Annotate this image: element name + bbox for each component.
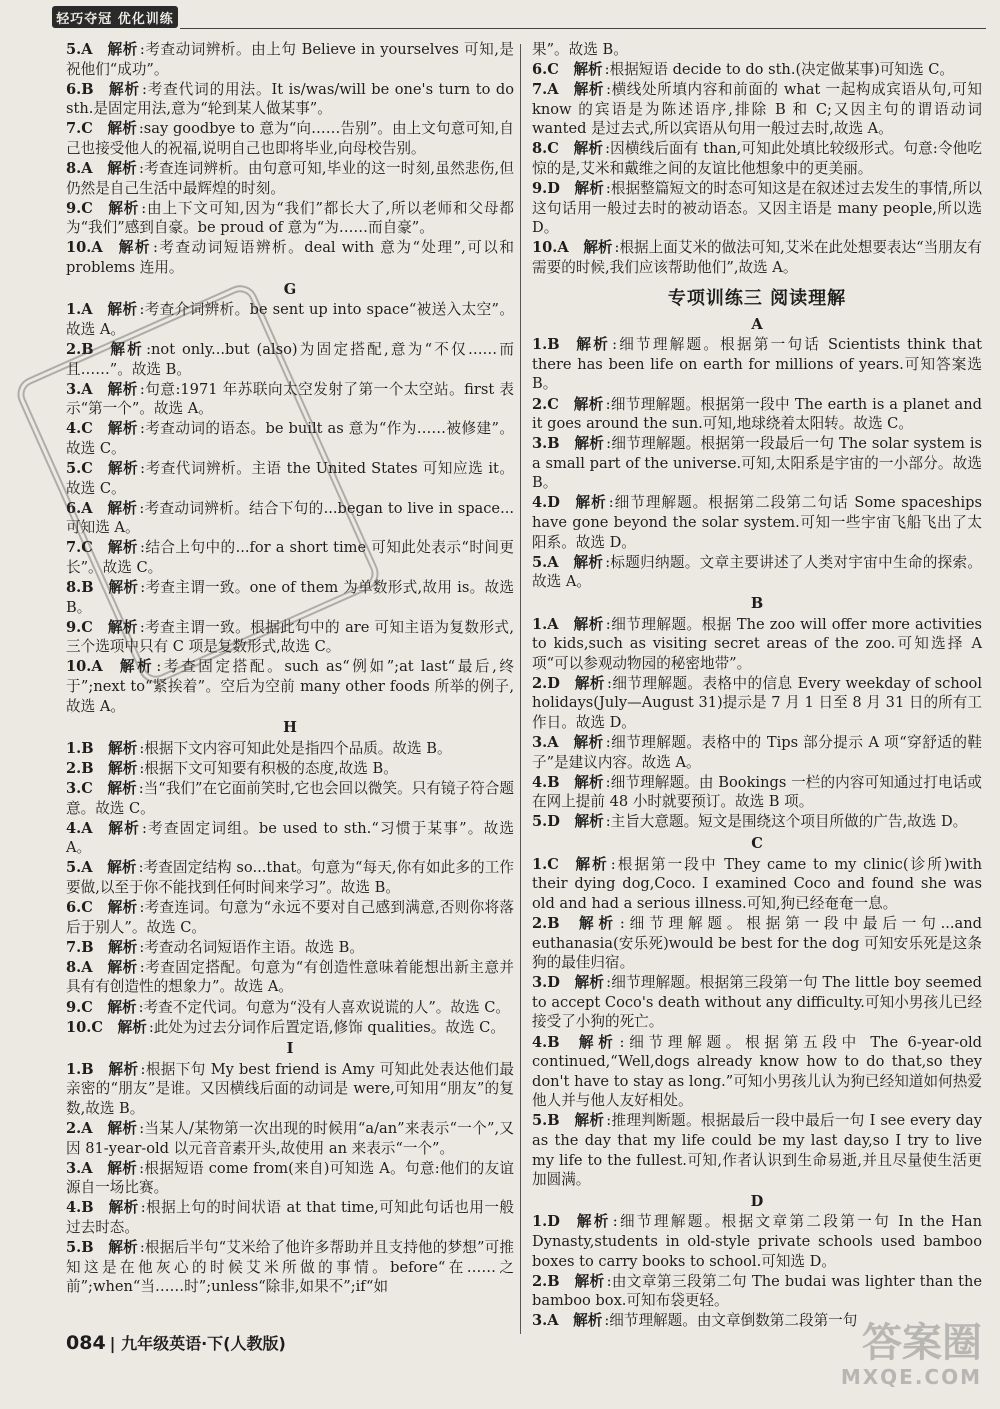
analysis-label: 解析 bbox=[107, 380, 138, 398]
analysis-label: 解析 bbox=[107, 899, 138, 917]
answer-number: 2.B bbox=[532, 1272, 560, 1290]
answer-number: 2.C bbox=[532, 395, 559, 413]
answer-number: 2.D bbox=[532, 674, 560, 692]
answer-text: :此处为过去分词作后置定语,修饰 qualities。故选 C。 bbox=[148, 1018, 505, 1036]
answer-text: :细节理解题。根据第三段第一句 The little boy seemed to accept Coco's death without any difficulty.可知小男孩儿已经接受了小狗的死亡。 bbox=[532, 974, 982, 1031]
answers-h bbox=[66, 739, 514, 1037]
answer-text: :细节理解题。根据第一段最后一句 The solar system is a small part of the universe.可知,太阳系是宇宙的一小部分。故选 B。 bbox=[532, 435, 982, 492]
section-heading-b: B bbox=[750, 594, 764, 612]
answer-number: 5.A bbox=[66, 41, 93, 58]
column-divider bbox=[520, 44, 521, 1334]
section-heading-d: D bbox=[750, 1192, 764, 1210]
analysis-label: 解析 bbox=[107, 1120, 138, 1138]
analysis-label: 解析 bbox=[583, 239, 613, 257]
answer-item bbox=[66, 1060, 514, 1119]
answer-item bbox=[66, 300, 514, 339]
answer-text: :根据整篇短文的时态可知这是在叙述过去发生的事情,所以这句话用一般过去时的被动语态。又因主语是 many people,所以选 D。 bbox=[532, 180, 982, 237]
analysis-label: 解析 bbox=[107, 539, 138, 557]
answer-item bbox=[532, 1272, 982, 1311]
answer-text: :say goodbye to 意为“向……告别”。由上文句意可知,自己也接受他人的祝福,说明自己也即将毕业,向母校告别。 bbox=[66, 120, 514, 157]
answer-number: 1.B bbox=[66, 739, 94, 757]
answer-number: 1.C bbox=[532, 855, 559, 873]
answer-text: :细节理解题。由文章倒数第二段第一句 bbox=[604, 1312, 858, 1330]
answer-item bbox=[66, 998, 514, 1018]
answer-item bbox=[66, 340, 514, 379]
answer-number: 5.C bbox=[66, 459, 93, 477]
answer-text: :当某人/某物第一次出现的时候用“a/an”来表示“一个”,又因 81-year-old 以元音音素开头,故使用 an 来表示“一个”。 bbox=[66, 1120, 514, 1157]
analysis-label: 解析 bbox=[573, 553, 604, 571]
answer-text: :not only...but (also)为固定搭配,意为“不仅……而且……”。故选 B。 bbox=[66, 340, 514, 378]
answer-item bbox=[66, 159, 514, 198]
answer-item bbox=[532, 674, 982, 733]
answer-text: :细节理解题。由 Bookings 一栏的内容可知通过打电话或在网上提前 48 小时就要预订。故选 B 项。 bbox=[532, 773, 982, 811]
analysis-label: 解析 bbox=[573, 140, 604, 158]
answer-number: 3.A bbox=[532, 1312, 559, 1330]
answer-number: 8.A bbox=[66, 160, 93, 178]
watermark-logo: 答案圈 bbox=[862, 1320, 982, 1366]
answer-item bbox=[66, 858, 514, 897]
answer-text: :推理判断题。根据最后一段中最后一句 I see every day as the day that my life could be my last day,so I try to live my life to the fullest.可知,作者认识到生命易逝,并且尽量使生活更加圆满。 bbox=[532, 1112, 982, 1189]
answer-text: :当“我们”在它面前笑时,它也会回以微笑。只有镜子符合题意。故选 C。 bbox=[66, 779, 514, 817]
analysis-label: 解析 bbox=[573, 61, 603, 79]
answer-text: :结合上句中的...for a short time 可知此处表示“时间更长”。故选 C。 bbox=[66, 539, 514, 576]
analysis-label: 解析 bbox=[573, 734, 604, 752]
answer-number: 1.B bbox=[66, 1060, 94, 1078]
answer-number: 9.C bbox=[66, 998, 93, 1016]
analysis-label: 解析 bbox=[107, 779, 137, 797]
answers-g bbox=[66, 300, 514, 716]
answer-text: :根据上面艾米的做法可知,艾米在此处想要表达“当朋友有需要的时候,我们应该帮助他们”,故选 A。 bbox=[532, 239, 982, 277]
answer-number: 1.D bbox=[532, 1213, 560, 1231]
answer-text: :考查固定词组。be used to sth.“习惯于某事”。故选 A。 bbox=[66, 819, 514, 857]
answer-number: 5.B bbox=[66, 1239, 94, 1257]
answer-item bbox=[66, 657, 514, 716]
answer-text: :细节理解题。根据第一句话 Scientists think that there has been life on earth for millions of years.可知答案选 B。 bbox=[532, 336, 982, 393]
analysis-label: 解析 bbox=[107, 1159, 138, 1177]
answer-number: 10.A bbox=[66, 658, 103, 676]
answer-item bbox=[532, 60, 982, 80]
analysis-label: 解析 bbox=[107, 499, 138, 517]
answer-number: 2.B bbox=[532, 914, 560, 932]
answer-text: :考查固定搭配。such as“例如”;at last“最后,终于”;next to“紧挨着”。空后为空前 many other foods 所举的例子,故选 A。 bbox=[66, 658, 514, 715]
analysis-label: 解析 bbox=[107, 459, 139, 477]
answer-number: 4.A bbox=[66, 819, 93, 837]
answer-number: 3.D bbox=[532, 974, 560, 992]
answer-item bbox=[66, 80, 514, 119]
answer-item bbox=[66, 1159, 514, 1198]
answer-text: :细节理解题。表格中的信息 Every weekday of school holidays(July—August 31)提示是 7 月 1 日至 8 月 31 日的所有工作日。故选 D。 bbox=[532, 674, 982, 731]
answer-text: :因横线后面有 than,可知此处填比较级形式。句意:令他吃惊的是,艾米和戴维之间的友谊比他想象中的更美丽。 bbox=[532, 140, 982, 178]
answer-item bbox=[532, 773, 982, 812]
analysis-label: 解析 bbox=[108, 739, 138, 757]
answer-number: 6.A bbox=[66, 499, 93, 517]
answer-text: :根据上句的时间状语 at that time,可知此句话也用一般过去时态。 bbox=[66, 1199, 514, 1237]
header-rule bbox=[180, 28, 986, 29]
answer-number: 1.A bbox=[532, 615, 559, 633]
answer-item bbox=[532, 80, 982, 139]
answer-item bbox=[66, 199, 514, 238]
analysis-label: 解析 bbox=[117, 1018, 147, 1036]
answer-text: :根据第一段中 They came to my clinic(诊所)with their dying dog,Coco. I examined Coco and found she was old and had a serious illness.可知,狗已经奄奄一息。 bbox=[532, 855, 982, 912]
answer-item bbox=[532, 179, 982, 238]
analysis-label: 解析 bbox=[107, 41, 138, 58]
answer-item bbox=[66, 759, 514, 779]
analysis-label: 解析 bbox=[108, 1239, 138, 1257]
section-heading-i: I bbox=[286, 1040, 294, 1058]
answer-text: :细节理解题。根据 The zoo will offer more activities to kids,such as visiting secret areas of the zoo.可知选择 A 项“可以参观动物园的秘密地带”。 bbox=[532, 615, 982, 672]
answer-text: :根据下文内容可知此处是指四个品质。故选 B。 bbox=[139, 739, 452, 757]
answers-c bbox=[532, 855, 982, 1190]
answer-number: 10.A bbox=[532, 239, 569, 257]
answer-text: :考查动词的语态。be built as 意为“作为……被修建”。故选 C。 bbox=[66, 420, 514, 457]
answer-item bbox=[532, 493, 982, 552]
answer-item bbox=[66, 419, 514, 458]
answer-text: :考查代词辨析。主语 the United States 可知应选 it。故选 C。 bbox=[66, 459, 514, 497]
answer-text: :考查主谓一致。one of them 为单数形式,故用 is。故选 B。 bbox=[66, 579, 514, 616]
answer-number: 1.B bbox=[532, 336, 560, 354]
answer-number: 7.C bbox=[66, 539, 93, 557]
answer-item bbox=[66, 1018, 514, 1038]
answer-number: 5.B bbox=[532, 1112, 560, 1130]
answer-number: 3.A bbox=[66, 1159, 93, 1177]
analysis-label: 解析 bbox=[573, 615, 604, 633]
answer-text: :考查动词辨析。由上句 Believe in yourselves 可知,是祝他们“成功”。 bbox=[66, 41, 514, 78]
answer-text: :根据短语 decide to do sth.(决定做某事)可知选 C。 bbox=[604, 61, 955, 79]
answer-number: 3.B bbox=[532, 435, 560, 453]
answer-number: 2.B bbox=[66, 759, 94, 777]
answer-item bbox=[66, 119, 514, 158]
analysis-label: 解析 bbox=[574, 1033, 618, 1051]
answer-item bbox=[66, 459, 514, 498]
reading-section-title: 专项训练三 阅读理解 bbox=[667, 287, 847, 309]
answer-item bbox=[532, 973, 982, 1032]
analysis-label: 解析 bbox=[574, 674, 605, 692]
answer-item bbox=[532, 733, 982, 772]
answer-text: 果”。故选 B。 bbox=[532, 41, 628, 58]
answer-number: 4.B bbox=[66, 1199, 94, 1217]
answer-item bbox=[532, 238, 982, 277]
answer-text: :细节理解题。根据第二段第二句话 Some spaceships have gone beyond the solar system.可知一些宇宙飞船飞出了太阳系。故选 D。 bbox=[532, 494, 982, 551]
analysis-label: 解析 bbox=[573, 1312, 603, 1330]
answer-number: 6.C bbox=[66, 899, 93, 917]
answer-text: :细节理解题。根据第一段中 The earth is a planet and it goes around the sun.可知,地球绕着太阳转。故选 C。 bbox=[532, 395, 982, 433]
answer-item bbox=[66, 1238, 514, 1297]
analysis-label: 解析 bbox=[117, 658, 155, 676]
answers-i-continued bbox=[532, 40, 982, 278]
answer-item bbox=[66, 938, 514, 958]
section-heading-a: A bbox=[751, 315, 763, 333]
analysis-label: 解析 bbox=[108, 1199, 139, 1217]
answer-text: :考查动名词短语作主语。故选 B。 bbox=[139, 938, 364, 956]
answer-item bbox=[532, 395, 982, 434]
answer-number: 8.C bbox=[532, 140, 559, 158]
answer-item bbox=[66, 380, 514, 419]
answer-number: 5.A bbox=[66, 859, 93, 877]
answer-number: 3.A bbox=[66, 380, 93, 398]
answer-item bbox=[66, 958, 514, 997]
left-column bbox=[66, 40, 514, 1297]
answer-text: :细节理解题。表格中的 Tips 部分提示 A 项“穿舒适的鞋子”是建议内容。故选 A。 bbox=[532, 734, 982, 771]
page-footer: 084 | 九年级英语·下(人教版) bbox=[66, 1332, 286, 1354]
answer-text: :根据后半句“艾米给了他许多帮助并且支持他的梦想”可推知这是在他灰心的时候艾米所做的事情。before“在……之前”;when“当……时”;unless“除非,如果不”;if“如 bbox=[66, 1239, 514, 1296]
section-heading-c: C bbox=[751, 835, 763, 853]
answer-text: :细节理解题。根据文章第二段第一句 In the Han Dynasty,students in old-style private schools used bamboo boxes to carry books to school.可知选 D。 bbox=[532, 1213, 982, 1270]
answer-item bbox=[66, 819, 514, 858]
analysis-label: 解析 bbox=[574, 180, 604, 198]
analysis-label: 解析 bbox=[574, 974, 605, 992]
answer-number: 4.B bbox=[532, 1033, 560, 1051]
analysis-label: 解析 bbox=[574, 1112, 605, 1130]
answer-text: :考查不定代词。句意为“没有人喜欢说谎的人”。故选 C。 bbox=[138, 998, 510, 1016]
answer-number: 7.C bbox=[66, 120, 93, 138]
answer-text: :考查动词短语辨析。deal with 意为“处理”,可以和 problems 连用。 bbox=[66, 239, 514, 277]
answer-number: 7.B bbox=[66, 938, 94, 956]
answer-text: :考查介词辨析。be sent up into space“被送入太空”。故选 A。 bbox=[66, 301, 514, 338]
analysis-label: 解析 bbox=[107, 420, 138, 438]
answer-number: 10.A bbox=[66, 239, 103, 257]
book-title: 九年级英语·下(人教版) bbox=[121, 1334, 286, 1353]
analysis-label: 解析 bbox=[574, 773, 604, 791]
analysis-label: 解析 bbox=[574, 336, 611, 354]
answer-number: 2.A bbox=[66, 1120, 93, 1138]
answer-text: :句意:1971 年苏联向太空发射了第一个太空站。first 表示“第一个”。故选 A。 bbox=[66, 380, 514, 418]
analysis-label: 解析 bbox=[574, 494, 607, 512]
answer-item bbox=[532, 1212, 982, 1271]
answer-item bbox=[532, 914, 982, 973]
answer-item bbox=[532, 855, 982, 914]
answer-text: :考查连词辨析。由句意可知,毕业的这一时刻,虽然悲伤,但仍然是自己生活中最辉煌的时刻。 bbox=[66, 160, 514, 197]
brand-logo: 轻巧夺冠 优化训练 bbox=[52, 6, 178, 28]
answer-text: :横线处所填内容和前面的 what 一起构成宾语从句,可知 know 的宾语是为陈述语序,排除 B 和 C;又因主句的谓语动词 wanted 是过去式,所以宾语从句用一般过去时,故选 A。 bbox=[532, 81, 982, 138]
answer-item bbox=[532, 615, 982, 674]
answers-i bbox=[66, 1060, 514, 1297]
watermark-url: MXQE.COM bbox=[840, 1365, 982, 1389]
answer-item bbox=[66, 739, 514, 759]
analysis-label: 解析 bbox=[573, 395, 604, 413]
answer-item bbox=[532, 139, 982, 178]
analysis-label: 解析 bbox=[574, 1272, 605, 1290]
answer-text: :考查固定结构 so...that。句意为“每天,你有如此多的工作要做,以至于你不能找到任何时间来学习”。故选 B。 bbox=[66, 859, 514, 896]
answer-item bbox=[66, 1119, 514, 1158]
analysis-label: 解析 bbox=[108, 340, 145, 358]
answer-number: 8.B bbox=[66, 579, 94, 597]
answer-text: :细节理解题。根据第一段中最后一句...and euthanasia(安乐死)would be best for the dog 可知安乐死是这条狗的最佳归宿。 bbox=[532, 914, 982, 972]
answer-text: :根据短语 come from(来自)可知选 A。句意:他们的友谊源自一场比赛。 bbox=[66, 1159, 514, 1197]
answer-item bbox=[66, 578, 514, 617]
answer-item bbox=[532, 812, 982, 832]
analysis-label: 解析 bbox=[108, 938, 138, 956]
answer-number: 2.B bbox=[66, 340, 94, 358]
answers-f-continued bbox=[66, 40, 514, 278]
analysis-label: 解析 bbox=[108, 759, 138, 777]
analysis-label: 解析 bbox=[107, 301, 138, 319]
answer-text: :考查主谓一致。根据此句中的 are 可知主语为复数形式,三个选项中只有 C 项是复数形式,故选 C。 bbox=[66, 618, 514, 656]
answer-text: :根据下句 My best friend is Amy 可知此处表达他们最亲密的“朋友”是谁。又因横线后面的动词是 were,可知用“朋友”的复数,故选 B。 bbox=[66, 1060, 514, 1117]
analysis-label: 解析 bbox=[117, 239, 151, 257]
answer-number: 9.D bbox=[532, 180, 560, 198]
answer-text: :考查代词的用法。It is/was/will be one's turn to do sth.是固定用法,意为“轮到某人做某事”。 bbox=[66, 80, 514, 118]
analysis-label: 解析 bbox=[573, 855, 609, 873]
answer-number: 1.A bbox=[66, 301, 93, 319]
answer-number: 6.C bbox=[532, 61, 559, 79]
analysis-label: 解析 bbox=[108, 1060, 139, 1078]
answer-item bbox=[66, 779, 514, 818]
analysis-label: 解析 bbox=[108, 579, 139, 597]
answer-item bbox=[532, 434, 982, 493]
analysis-label: 解析 bbox=[107, 120, 137, 138]
answer-number: 5.D bbox=[532, 813, 560, 831]
analysis-label: 解析 bbox=[107, 160, 137, 178]
answer-item bbox=[66, 618, 514, 657]
answer-number: 3.A bbox=[532, 734, 559, 752]
answer-number: 8.A bbox=[66, 958, 93, 976]
answer-number: 4.D bbox=[532, 494, 560, 512]
answer-number: 3.C bbox=[66, 779, 93, 797]
answer-item bbox=[532, 553, 982, 592]
answer-text: :由上下文可知,因为“我们”都长大了,所以老师和父母都为“我们”感到自豪。be proud of 意为“为……而自豪”。 bbox=[66, 199, 514, 237]
answer-item bbox=[532, 1033, 982, 1111]
answer-number: 9.C bbox=[66, 199, 93, 217]
answer-text: :细节理解题。根据第五段中 The 6-year-old continued,“Well,dogs already know how to do that,so they don't have to stay as long.”可知小男孩儿认为狗已经知道如何热爱他人并与他人友好相处。 bbox=[532, 1033, 982, 1110]
answer-text: :考查动词辨析。结合下句的...began to live in space...可知选 A。 bbox=[66, 499, 514, 537]
answers-a bbox=[532, 335, 982, 592]
answers-d bbox=[532, 1212, 982, 1331]
answer-item bbox=[66, 1198, 514, 1237]
answer-text: :标题归纳题。文章主要讲述了人类对宇宙中生命的探索。故选 A。 bbox=[532, 553, 982, 591]
answer-number: 7.A bbox=[532, 81, 559, 99]
analysis-label: 解析 bbox=[107, 199, 140, 217]
analysis-label: 解析 bbox=[573, 81, 605, 99]
answer-number: 10.C bbox=[66, 1018, 104, 1036]
analysis-label: 解析 bbox=[574, 813, 604, 831]
section-heading-g: G bbox=[283, 280, 297, 298]
answer-number: 5.A bbox=[532, 553, 559, 571]
answer-item bbox=[66, 499, 514, 538]
answer-item bbox=[66, 40, 514, 79]
answer-item bbox=[532, 335, 982, 394]
answer-item bbox=[66, 898, 514, 937]
analysis-label: 解析 bbox=[107, 859, 137, 877]
analysis-label: 解析 bbox=[108, 80, 140, 98]
answer-number: 6.B bbox=[66, 80, 94, 98]
answers-b bbox=[532, 615, 982, 833]
answer-item bbox=[532, 1111, 982, 1189]
section-heading-h: H bbox=[283, 719, 297, 737]
analysis-label: 解析 bbox=[574, 1213, 611, 1231]
answer-number: 4.C bbox=[66, 420, 93, 438]
answer-text: :考查固定搭配。句意为“有创造性意味着能想出新主意并具有有创造性的想象力”。故选 A。 bbox=[66, 958, 514, 996]
answer-number: 4.B bbox=[532, 773, 560, 791]
analysis-label: 解析 bbox=[107, 998, 137, 1016]
analysis-label: 解析 bbox=[574, 914, 618, 932]
page-header bbox=[0, 0, 1000, 36]
right-column bbox=[532, 40, 982, 1331]
analysis-label: 解析 bbox=[107, 958, 138, 976]
answer-text: :考查连词。句意为“永远不要对自己感到满意,否则你将落后于别人”。故选 C。 bbox=[66, 899, 514, 936]
answer-text: :主旨大意题。短文是围绕这个项目所做的广告,故选 D。 bbox=[605, 813, 968, 831]
answer-item bbox=[532, 40, 982, 60]
answer-text: :根据下文可知要有积极的态度,故选 B。 bbox=[139, 759, 398, 777]
analysis-label: 解析 bbox=[107, 618, 138, 636]
analysis-label: 解析 bbox=[574, 435, 605, 453]
analysis-label: 解析 bbox=[107, 819, 141, 837]
answer-text: :由文章第三段第二句 The budai was lighter than the bamboo box.可知布袋更轻。 bbox=[532, 1272, 982, 1310]
answer-number: 9.C bbox=[66, 618, 93, 636]
answer-item bbox=[66, 538, 514, 577]
site-watermark bbox=[802, 1321, 982, 1391]
answer-item bbox=[66, 238, 514, 277]
page-number: 084 bbox=[66, 1332, 106, 1354]
